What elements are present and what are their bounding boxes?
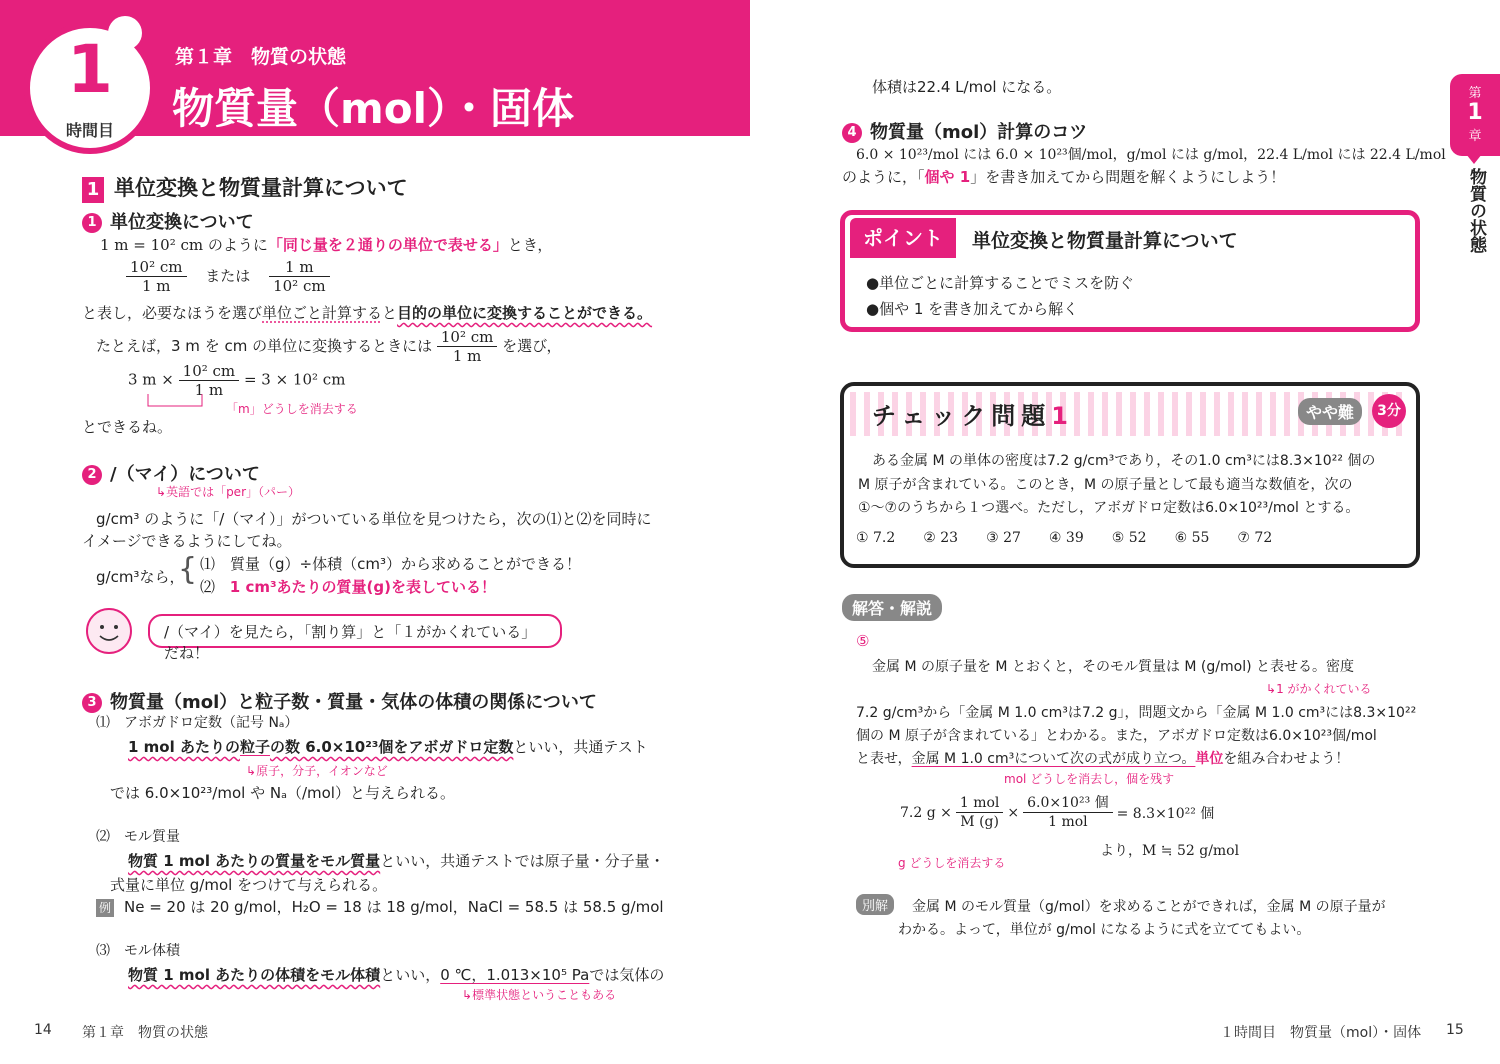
sub1-line1 <box>100 234 552 255</box>
equation-fraction-2-num: 6.0×10²³ 個 <box>1023 794 1112 813</box>
equation-fraction-1-den: M (g) <box>960 814 999 830</box>
side-tab-a: 第 <box>1468 86 1482 101</box>
side-tab-c: 章 <box>1468 129 1482 144</box>
p3-end: では気体の <box>589 966 665 984</box>
calc-fraction-den: 1 m <box>194 381 224 399</box>
choice-1: ① 7.2 <box>856 530 896 546</box>
sub4-line2-post: 」を書き加えてから問題を解くようにしよう！ <box>970 168 1286 186</box>
p1-note: ↳原子，分子，イオンなど <box>246 764 388 778</box>
sub2-lead: g/cm³なら， <box>96 568 185 586</box>
sub1-fractions <box>126 258 330 295</box>
choice-3: ③ 27 <box>986 530 1021 546</box>
sub3-p2-label: ⑵ モル質量 <box>96 829 180 845</box>
check-title <box>872 396 1074 431</box>
answer-choice: ⑤ <box>856 632 870 650</box>
p2-post: といい，共通テストでは原子量・分子量・ <box>380 852 665 870</box>
calc-left: 3 m × <box>128 370 174 389</box>
choices-row <box>856 530 1272 546</box>
sub2-item1: ⑴ 質量（g）÷体積（cm³）から求めることができる！ <box>200 555 581 573</box>
p1-note-text: 原子，分子，イオンなど <box>256 764 388 778</box>
point-item-2: ●個や 1 を書き加えてから解く <box>866 300 1079 318</box>
fraction-1 <box>126 258 187 295</box>
example-fraction <box>437 328 498 365</box>
sub2-item2 <box>200 576 496 597</box>
answer-line-4-post: を組み合わせよう！ <box>1223 751 1350 767</box>
question-line-2: M 原子が含まれている。このとき，M の原子量として最も適当な数値を，次の <box>858 477 1353 493</box>
p2-wavy: 物質 1 mol あたりの質量をモル質量 <box>128 852 381 870</box>
sub4-heading <box>842 118 1087 144</box>
p1-wavy-b: 粒子 <box>239 738 270 756</box>
example-fraction-den: 1 m <box>452 347 482 365</box>
sub4-line2-highlight: 個や 1 <box>924 168 971 186</box>
equation-fraction-2 <box>1023 794 1112 831</box>
sub3-heading <box>82 688 597 714</box>
sub1-line1-pre: 1 m = 10² cm のように <box>100 236 268 254</box>
sub1-line2-dotted: 単位ごと計算する <box>262 304 383 322</box>
sub3-p1-label: ⑴ アボガドロ定数（記号 Nₐ） <box>96 715 299 731</box>
answer-line-4-underlined: 金属 M 1.0 cm³について次の式が成り立つ。 <box>911 751 1196 767</box>
example-post: を選び， <box>502 337 562 355</box>
answer-note-1-text: 1 がかくれている <box>1276 682 1372 696</box>
brace-icon: { <box>178 552 198 587</box>
or-label: または <box>205 267 251 285</box>
sub3-p2-example <box>96 896 664 917</box>
side-tab-num: 1 <box>1467 100 1483 125</box>
sub2-title: /（マイ）について <box>110 464 260 485</box>
unit-label: 時間目 <box>65 121 114 140</box>
sub1-line2-wavy: 目的の単位に変換することができる。 <box>397 304 653 322</box>
alternative-line-1: 金属 M のモル質量（g/mol）を求めることができれば，金属 M の原子量が <box>912 899 1386 915</box>
equation-fraction-2-den: 1 mol <box>1048 814 1088 830</box>
choice-2: ② 23 <box>923 530 959 546</box>
sub1-line1-highlight: 「同じ量を２通りの単位で表せる」 <box>267 236 508 254</box>
section1-heading <box>82 172 408 203</box>
fraction-1-num: 10² cm <box>126 258 187 277</box>
sub1-heading <box>82 208 254 234</box>
smiley-face-icon <box>86 608 132 654</box>
choice-7: ⑦ 72 <box>1237 530 1273 546</box>
choice-4: ④ 39 <box>1048 530 1084 546</box>
choice-6: ⑥ 55 <box>1174 530 1210 546</box>
p3-post: といい， <box>380 966 441 984</box>
side-vertical-text: 物質の状態 <box>1466 168 1486 253</box>
sub1-line2-mid: と <box>382 304 398 322</box>
sub1-example <box>96 328 562 365</box>
answer-badge: 解答・解説 <box>842 594 942 621</box>
p1-wavy-c: の数 6.0×10²³個をアボガドロ定数 <box>269 738 514 756</box>
answer-line-1: 金属 M の原子量を M とおくと，そのモル質量は M (g/mol) と表せる。密度 <box>872 659 1355 675</box>
sub4-title: 物質量（mol）計算のコツ <box>870 122 1088 143</box>
sub2-item2-num: ⑵ <box>200 578 216 596</box>
side-tab-arrow <box>1466 154 1482 164</box>
sub2-note: ↳英語では「per」（パー） <box>156 485 300 499</box>
answer-line-4 <box>856 748 1349 768</box>
example-pre: たとえば，3 m を cm の単位に変換するときには <box>96 337 433 355</box>
sub4-line2 <box>842 166 1285 187</box>
right-footer-text: １時間目 物質量（mol）・固体 <box>1220 1025 1422 1041</box>
p3-wavy: 物質 1 mol あたりの体積をモル体積 <box>128 966 381 984</box>
left-footer-text: 第１章 物質の状態 <box>82 1025 208 1041</box>
answer-line-2: 7.2 g/cm³から「金属 M 1.0 cm³は7.2 g」，問題文から「金属 M 1.0 cm³には8.3×10²² <box>856 705 1417 721</box>
answer-line-4-pre: と表せ， <box>856 751 912 767</box>
sub1-line2 <box>82 302 652 323</box>
equation-fraction-1-num: 1 mol <box>956 794 1004 813</box>
sub3-p3-label: ⑶ モル体積 <box>96 943 180 959</box>
calc-right: = 3 × 10² cm <box>243 370 346 389</box>
sub3-p2-line2: 式量に単位 g/mol をつけて与えられる。 <box>110 876 388 894</box>
p3-condition: 0 ℃，1.013×10⁵ Pa <box>440 966 590 984</box>
sub2-line1: g/cm³ のように「/（マイ）」がついている単位を見つけたら，次の⑴と⑵を同時に <box>96 510 652 528</box>
question-line-1: ある金属 M の単体の密度は7.2 g/cm³であり，その1.0 cm³には8.3×10²² 個の <box>872 453 1376 469</box>
equation-right: = 8.3×10²² 個 <box>1116 805 1215 822</box>
sub3-title: 物質量（mol）と粒子数・質量・気体の体積の関係について <box>110 692 597 713</box>
example-text: Ne = 20 は 20 g/mol，H₂O = 18 は 18 g/mol，NaCl = 58.5 は 58.5 g/mol <box>124 898 664 916</box>
fraction-2 <box>269 258 330 295</box>
sub3-p2-line1 <box>128 850 665 871</box>
p1-post: といい，共通テスト <box>513 738 648 756</box>
cancel-bracket <box>140 392 220 412</box>
section1-number: 1 <box>82 177 104 203</box>
sub3-p1-line2: では 6.0×10²³/mol や Nₐ（/mol）と与えられる。 <box>110 784 455 802</box>
equation-left: 7.2 g × <box>900 804 952 821</box>
answer-note-1: ↳1 がかくれている <box>1266 682 1372 696</box>
check-title-text: チェック問題 <box>872 402 1052 430</box>
fraction-1-den: 1 m <box>141 277 171 295</box>
sub3-p3-line1 <box>128 964 664 985</box>
sub2-note-text: 英語では「per」（パー） <box>166 485 300 499</box>
section1-title: 単位変換と物質量計算について <box>114 176 408 200</box>
question-line-3: ①～⑦のうちから１つ選べ。ただし，アボガドロ定数は6.0×10²³/mol とする。 <box>858 500 1360 516</box>
sub3-number: 3 <box>82 693 102 713</box>
sub2-item2-text: 1 cm³あたりの質量(g)を表している！ <box>229 578 496 596</box>
choice-5: ⑤ 52 <box>1111 530 1147 546</box>
fraction-2-num: 1 m <box>269 258 330 277</box>
answer-line-3: 個の M 原子が含まれている」とわかる。また，アボガドロ定数は6.0×10²³個/mol <box>856 728 1377 744</box>
p3-note: ↳標準状態ということもある <box>462 988 617 1002</box>
alternative-line-2: わかる。よって，単位が g/mol になるように式を立ててもよい。 <box>898 922 1311 938</box>
fraction-2-den: 10² cm <box>273 277 326 295</box>
example-tag: 例 <box>96 899 114 917</box>
chapter-side-tab <box>1450 74 1500 156</box>
right-page-number: 15 <box>1446 1022 1464 1038</box>
sub1-number: 1 <box>82 213 102 233</box>
point-title: 単位変換と物質量計算について <box>972 230 1238 252</box>
sub1-line2-pre: と表し，必要なほうを選び <box>82 304 263 322</box>
answer-line-4-highlight: 単位 <box>1195 751 1224 767</box>
unit-number: 1 <box>67 31 113 108</box>
sub2-number: 2 <box>82 465 102 485</box>
sub1-line1-post: とき， <box>507 236 553 254</box>
sub4-number: 4 <box>842 123 862 143</box>
speech-bubble: /（マイ）を見たら，「割り算」と「１がかくれている」だね！ <box>148 614 562 648</box>
sub4-line1: 6.0 × 10²³/mol には 6.0 × 10²³個/mol，g/mol には g/mol，22.4 L/mol には 22.4 L/mol <box>856 147 1446 163</box>
answer-note-2: mol どうしを消去し，個を残す <box>1004 772 1175 786</box>
answer-result: より，M ≒ 52 g/mol <box>1100 843 1240 859</box>
point-item-1: ●単位ごとに計算することでミスを防ぐ <box>866 274 1135 292</box>
p1-wavy-a: 1 mol あたりの <box>128 738 240 756</box>
answer-equation <box>900 794 1214 831</box>
time-badge: 3分 <box>1372 394 1406 428</box>
equation-times: × <box>1007 804 1020 821</box>
answer-note-3: g どうしを消去する <box>898 856 1006 870</box>
sub2-line2: イメージできるようにしてね。 <box>82 532 292 550</box>
sub1-title: 単位変換について <box>110 212 254 233</box>
check-title-num: 1 <box>1051 402 1074 430</box>
difficulty-badge: やや難 <box>1298 398 1362 425</box>
sub4-line2-pre: のように，「 <box>842 168 925 186</box>
alternative-badge: 別解 <box>856 894 894 915</box>
p3-note-text: 標準状態ということもある <box>472 988 617 1002</box>
equation-fraction-1 <box>956 794 1004 831</box>
left-page-number: 14 <box>34 1022 52 1038</box>
calc-note: 「m」どうしを消去する <box>226 402 358 416</box>
calc-fraction-num: 10² cm <box>179 362 240 381</box>
page-title: 物質量（mol）・固体 <box>172 84 575 133</box>
sub1-conclusion: とできるね。 <box>82 418 173 436</box>
chapter-label: 第１章 物質の状態 <box>175 46 347 68</box>
continued-text: 体積は22.4 L/mol になる。 <box>872 78 1062 96</box>
point-label: ポイント <box>850 218 956 258</box>
sub3-p1-line1 <box>128 736 648 757</box>
example-fraction-num: 10² cm <box>437 328 498 347</box>
